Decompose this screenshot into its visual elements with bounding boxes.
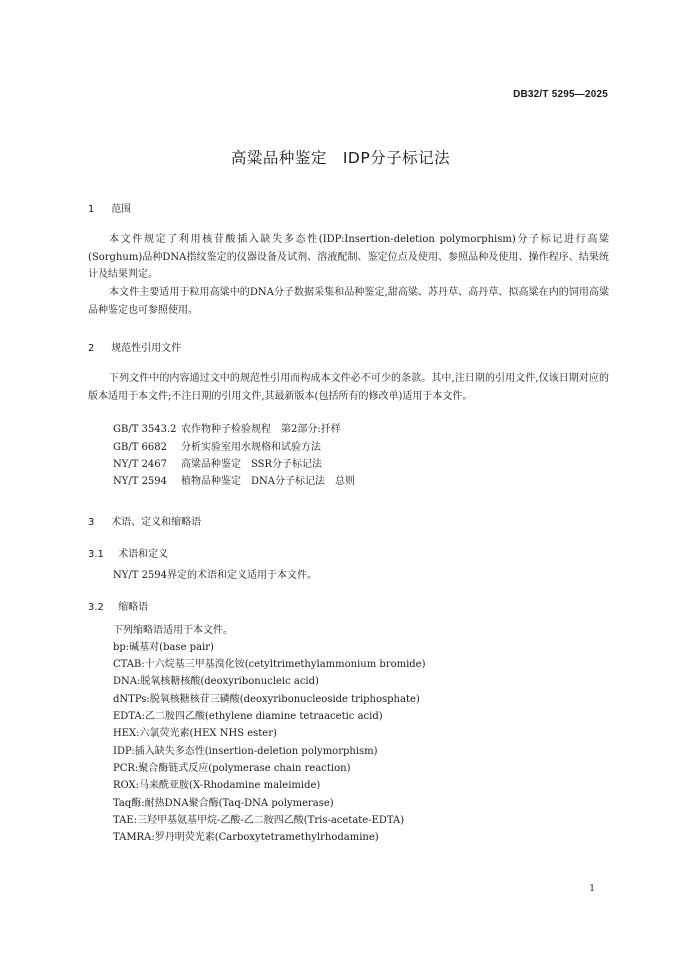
section-2-heading — [88, 339, 181, 354]
section-number: 3.2 — [88, 602, 104, 613]
abbreviation-item: bp:碱基对(base pair) — [113, 642, 214, 653]
reference-code: NY/T 2467 — [113, 459, 168, 470]
abbreviation-item: TAMRA:罗丹明荧光素(Carboxytetramethylrhodamine) — [113, 832, 379, 843]
section-1-paragraph-1: 本文件规定了利用核苷酸插入缺失多态性(IDP:Insertion-deletion polymorphism)分子标记进行高粱(Sorghum)品种DNA指纹鉴定的仪器设备及试剂、溶液配制、鉴定位点及使用、参照品种及使用、操作程序、结果统计及结果判定。 — [88, 234, 609, 280]
page-number: 1 — [589, 884, 595, 894]
reference-title: 农作物种子检验规程 第2部分:扦样 — [181, 424, 341, 435]
abbreviation-item: PCR:聚合酶链式反应(polymerase chain reaction) — [113, 763, 351, 774]
document-number: DB32/T 5295—2025 — [513, 89, 608, 100]
abbreviation-item: DNA:脱氧核糖核酸(deoxyribonucleic acid) — [113, 676, 319, 687]
section-title: 缩略语 — [118, 602, 149, 613]
abbreviation-item: ROX:马来酰亚胺(X-Rhodamine maleimide) — [113, 780, 321, 791]
section-title: 术语和定义 — [118, 549, 169, 560]
abbreviation-item: Taq酶:耐热DNA聚合酶(Taq-DNA polymerase) — [113, 798, 334, 809]
reference-title: 高粱品种鉴定 SSR分子标记法 — [181, 459, 323, 470]
section-title: 规范性引用文件 — [111, 343, 182, 354]
reference-item — [113, 423, 341, 437]
abbreviation-item: IDP:插入缺失多态性(insertion-deletion polymorphism) — [113, 746, 378, 757]
reference-title: 植物品种鉴定 DNA分子标记法 总则 — [181, 476, 355, 487]
section-3-2-heading — [88, 598, 148, 613]
abbreviation-item: TAE:三羟甲基氨基甲烷-乙酸-乙二胺四乙酸(Tris-acetate-EDTA) — [113, 815, 405, 826]
reference-item — [113, 475, 355, 489]
section-number: 1 — [88, 204, 95, 215]
reference-title: 分析实验室用水规格和试验方法 — [181, 442, 321, 453]
reference-code: NY/T 2594 — [113, 476, 168, 487]
document-title: 高粱品种鉴定 IDP分子标记法 — [230, 149, 451, 167]
abbreviation-item: HEX:六氯荧光素(HEX NHS ester) — [113, 728, 277, 739]
reference-item — [113, 441, 321, 455]
abbreviation-item: CTAB:十六烷基三甲基溴化铵(cetyltrimethylammonium bromide) — [113, 659, 426, 670]
reference-item — [113, 458, 322, 472]
section-number: 2 — [88, 343, 95, 354]
reference-code: GB/T 3543.2 — [113, 424, 177, 435]
section-1-heading — [88, 200, 131, 215]
abbreviation-item: dNTPs:脱氧核糖核苷三磷酸(deoxyribonucleoside triphosphate) — [113, 694, 420, 705]
section-number: 3 — [88, 517, 95, 528]
abbreviations-intro: 下列缩略语适用于本文件。 — [113, 625, 233, 636]
section-3-1-heading — [88, 545, 168, 560]
section-3-1-text: NY/T 2594界定的术语和定义适用于本文件。 — [113, 570, 318, 581]
section-title: 术语、定义和缩略语 — [111, 517, 202, 528]
abbreviation-item: EDTA:乙二胺四乙酸(ethylene diamine tetraacetic acid) — [113, 711, 383, 722]
section-2-paragraph-1: 下列文件中的内容通过文中的规范性引用而构成本文件必不可少的条款。其中,注日期的引用文件,仅该日期对应的版本适用于本文件;不注日期的引用文件,其最新版本(包括所有的修改单)适用于本文件。 — [88, 373, 609, 402]
reference-code: GB/T 6682 — [113, 442, 168, 453]
section-1-paragraph-2: 本文件主要适用于粒用高粱中的DNA分子数据采集和品种鉴定,甜高粱、苏丹草、高丹草、拟高粱在内的饲用高粱品种鉴定也可参照使用。 — [88, 287, 609, 316]
section-3-heading — [88, 513, 201, 528]
section-title: 范围 — [111, 204, 132, 215]
section-number: 3.1 — [88, 549, 104, 560]
